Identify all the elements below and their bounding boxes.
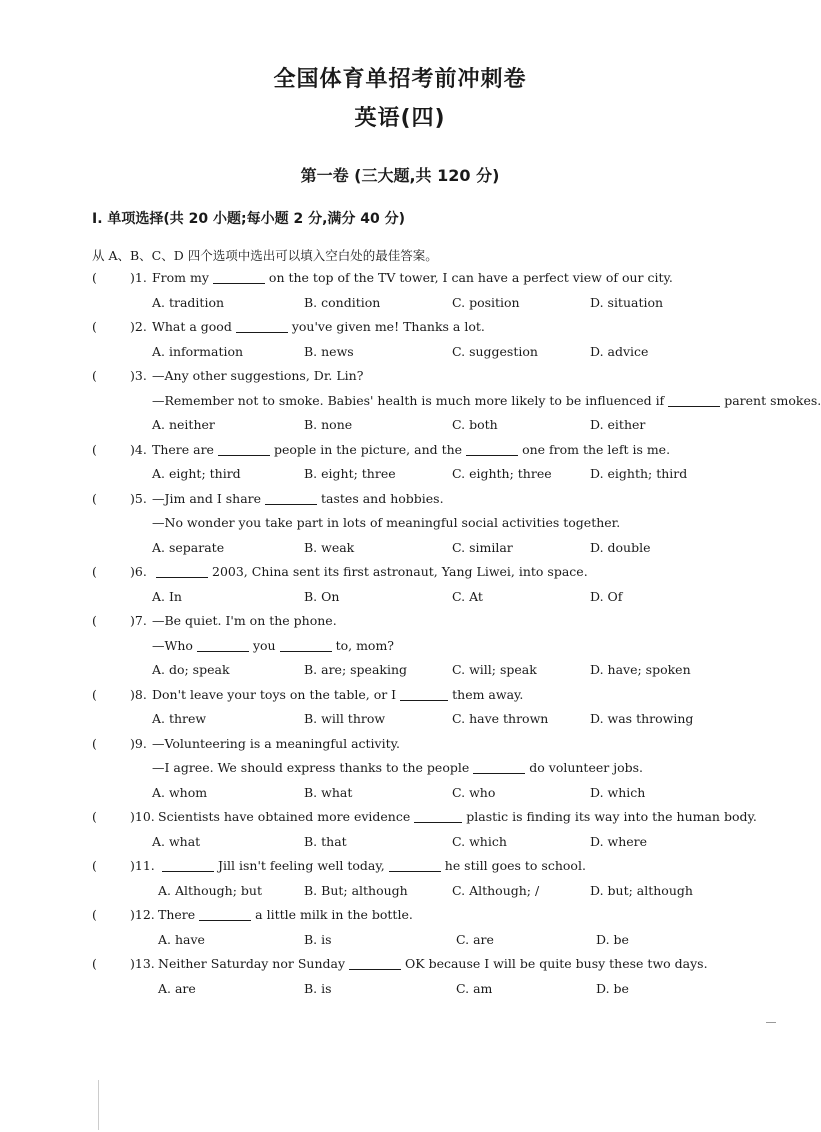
- dialogue-line: —Be quiet. I'm on the phone.: [152, 613, 337, 628]
- question-stem: 2003, China sent its first astronaut, Yang Liwei, into space.: [152, 560, 588, 585]
- answer-bracket[interactable]: (: [92, 858, 97, 873]
- option-c[interactable]: C. Although; /: [452, 882, 540, 898]
- options-row: [0, 707, 800, 732]
- question-number: )1.: [130, 270, 147, 285]
- option-b[interactable]: B. will throw: [304, 711, 386, 726]
- answer-bracket[interactable]: (: [92, 907, 97, 922]
- question-12: [0, 903, 800, 952]
- question-stem-line: [0, 609, 800, 634]
- options-row: [0, 830, 800, 855]
- section-title: Ⅰ. 单项选择(共 20 小题;每小题 2 分,满分 40 分): [92, 211, 406, 227]
- question-7: [0, 609, 800, 683]
- options-row: [0, 462, 800, 487]
- question-stem: Don't leave your toys on the table, or I them away.: [152, 686, 524, 702]
- question-number: )12.: [130, 907, 155, 922]
- option-a[interactable]: A. have: [158, 931, 205, 947]
- question-stem-line: [0, 315, 800, 340]
- options-row: [0, 585, 800, 610]
- question-stem: Scientists have obtained more evidence plastic is finding its way into the human body.: [158, 809, 757, 824]
- question-11: [0, 854, 800, 903]
- question-stem: —Who you to, mom?: [152, 637, 395, 653]
- answer-bracket[interactable]: (: [92, 956, 97, 971]
- answer-blank[interactable]: [218, 441, 270, 456]
- option-d[interactable]: D. but; although: [590, 882, 693, 898]
- options-row: [0, 536, 800, 561]
- option-d[interactable]: D. be: [596, 980, 629, 996]
- option-c[interactable]: C. am: [456, 980, 493, 996]
- question-stem: There are people in the picture, and the one from the left is me.: [152, 441, 671, 457]
- option-a[interactable]: A. what: [152, 833, 201, 849]
- option-c[interactable]: C. are: [456, 931, 494, 947]
- option-c[interactable]: C. position: [452, 294, 520, 310]
- question-4: [0, 438, 800, 487]
- question-13: [0, 952, 800, 1001]
- volume-heading: 第一卷 (三大题,共 120 分): [300, 166, 500, 185]
- option-c[interactable]: C. suggestion: [452, 343, 538, 359]
- answer-blank[interactable]: [400, 686, 448, 701]
- question-9: [0, 732, 800, 806]
- option-b[interactable]: B. is: [304, 980, 332, 996]
- option-b[interactable]: B. weak: [304, 539, 355, 555]
- option-d[interactable]: D. eighth; third: [590, 466, 688, 481]
- option-a[interactable]: A. eight; third: [152, 466, 241, 481]
- option-d[interactable]: D. which: [590, 784, 646, 800]
- options-row: [0, 291, 800, 316]
- answer-blank[interactable]: [156, 563, 208, 578]
- dialogue-line: —Any other suggestions, Dr. Lin?: [152, 368, 364, 383]
- question-stem: What a good you've given me! Thanks a lot.: [152, 319, 485, 334]
- option-c[interactable]: C. will; speak: [452, 662, 537, 677]
- answer-blank[interactable]: [199, 906, 251, 921]
- question-stem-line: [0, 438, 800, 463]
- option-a[interactable]: A. threw: [152, 711, 207, 726]
- option-d[interactable]: D. was throwing: [590, 711, 694, 726]
- question-stem-line: [0, 511, 800, 536]
- question-stem-line: [0, 903, 800, 928]
- question-stem-line: [0, 732, 800, 757]
- question-stem: Jill isn't feeling well today, he still goes to school.: [158, 854, 586, 879]
- answer-blank[interactable]: [349, 955, 401, 970]
- option-a[interactable]: A. separate: [152, 539, 225, 555]
- option-d[interactable]: D. Of: [590, 588, 623, 604]
- option-d[interactable]: D. advice: [590, 343, 649, 359]
- option-d[interactable]: D. situation: [590, 294, 664, 310]
- option-d[interactable]: D. be: [596, 931, 629, 947]
- question-10: [0, 805, 800, 854]
- answer-blank[interactable]: [280, 637, 332, 652]
- question-number: )3.: [130, 368, 147, 383]
- option-b[interactable]: B. none: [304, 417, 353, 432]
- answer-blank[interactable]: [473, 759, 525, 774]
- option-d[interactable]: D. double: [590, 539, 651, 555]
- option-a[interactable]: A. do; speak: [152, 662, 230, 677]
- option-d[interactable]: D. either: [590, 417, 646, 432]
- question-2: [0, 315, 800, 364]
- option-b[interactable]: B. news: [304, 343, 354, 359]
- question-stem: —I agree. We should express thanks to the people do volunteer jobs.: [152, 760, 643, 775]
- answer-bracket[interactable]: (: [92, 686, 97, 702]
- options-row: [0, 781, 800, 806]
- dialogue-line: —No wonder you take part in lots of meaningful social activities together.: [152, 515, 621, 530]
- question-number: )11.: [130, 858, 155, 873]
- answer-bracket[interactable]: (: [92, 613, 97, 628]
- question-stem-line: [0, 560, 800, 585]
- question-number: )5.: [130, 490, 147, 506]
- options-row: [0, 977, 800, 1002]
- option-c[interactable]: C. have thrown: [452, 711, 549, 726]
- answer-blank[interactable]: [213, 269, 265, 284]
- question-list: [0, 266, 821, 1001]
- option-d[interactable]: D. have; spoken: [590, 662, 691, 677]
- option-d[interactable]: D. where: [590, 833, 648, 849]
- question-stem-line: [0, 487, 800, 512]
- question-stem: Neither Saturday nor Sunday OK because I will be quite busy these two days.: [158, 956, 708, 971]
- answer-blank[interactable]: [668, 392, 720, 407]
- question-number: )9.: [130, 735, 147, 751]
- option-a[interactable]: A. Although; but: [158, 882, 262, 898]
- answer-blank[interactable]: [389, 857, 441, 872]
- option-a[interactable]: A. are: [158, 980, 196, 996]
- question-stem-line: [0, 756, 800, 781]
- option-a[interactable]: A. neither: [152, 417, 215, 432]
- options-row: [0, 879, 800, 904]
- option-b[interactable]: B. But; although: [304, 882, 408, 898]
- options-row: [0, 340, 800, 365]
- question-stem: —Jim and I share tastes and hobbies.: [152, 490, 444, 506]
- answer-blank[interactable]: [466, 441, 518, 456]
- question-5: [0, 487, 800, 561]
- options-row: [0, 658, 800, 683]
- section-instruction: 从 A、B、C、D 四个选项中选出可以填入空白处的最佳答案。: [92, 248, 438, 263]
- dialogue-line: —Volunteering is a meaningful activity.: [152, 735, 401, 751]
- question-3: [0, 364, 821, 438]
- question-number: )4.: [130, 441, 147, 457]
- answer-bracket[interactable]: (: [92, 368, 97, 383]
- question-stem: There a little milk in the bottle.: [158, 907, 413, 922]
- question-number: )8.: [130, 686, 147, 702]
- answer-bracket[interactable]: (: [92, 564, 97, 579]
- option-b[interactable]: B. that: [304, 833, 347, 849]
- option-c[interactable]: C. eighth; three: [452, 466, 552, 481]
- question-stem: From my on the top of the TV tower, I can have a perfect view of our city.: [152, 270, 673, 285]
- question-stem-line: [0, 683, 800, 708]
- option-c[interactable]: C. which: [452, 833, 507, 849]
- question-number: )2.: [130, 319, 147, 334]
- answer-bracket[interactable]: (: [92, 735, 97, 751]
- answer-bracket[interactable]: (: [92, 490, 97, 506]
- answer-blank[interactable]: [414, 808, 462, 823]
- question-number: )10.: [130, 809, 155, 824]
- option-a[interactable]: A. information: [152, 343, 244, 359]
- option-a[interactable]: A. whom: [152, 784, 208, 800]
- answer-bracket[interactable]: (: [92, 809, 97, 824]
- question-1: [0, 266, 800, 315]
- option-b[interactable]: B. condition: [304, 294, 381, 310]
- answer-blank[interactable]: [162, 857, 214, 872]
- answer-bracket[interactable]: (: [92, 319, 97, 334]
- option-a[interactable]: A. tradition: [152, 294, 225, 310]
- option-c[interactable]: C. who: [452, 784, 496, 800]
- option-c[interactable]: C. similar: [452, 539, 513, 555]
- option-c[interactable]: C. both: [452, 417, 498, 432]
- question-stem-line: [0, 266, 800, 291]
- question-stem-line: [0, 805, 800, 830]
- option-b[interactable]: B. are; speaking: [304, 662, 408, 677]
- question-number: )13.: [130, 956, 155, 971]
- question-number: )7.: [130, 613, 147, 628]
- answer-blank[interactable]: [236, 318, 288, 333]
- question-number: )6.: [130, 564, 147, 579]
- question-6: [0, 560, 800, 609]
- margin-tick-mark: [766, 1022, 776, 1023]
- option-b[interactable]: B. eight; three: [304, 466, 396, 481]
- question-stem-line: [0, 952, 800, 977]
- option-b[interactable]: B. On: [304, 588, 340, 604]
- option-b[interactable]: B. is: [304, 931, 332, 947]
- exam-title: 全国体育单招考前冲刺卷: [273, 67, 527, 92]
- answer-blank[interactable]: [265, 490, 317, 505]
- options-row: [0, 413, 800, 438]
- option-a[interactable]: A. In: [152, 588, 182, 604]
- question-stem-line: [0, 364, 800, 389]
- answer-bracket[interactable]: (: [92, 270, 97, 285]
- option-c[interactable]: C. At: [452, 588, 483, 604]
- question-stem-line: [0, 389, 821, 414]
- answer-blank[interactable]: [197, 637, 249, 652]
- question-8: [0, 683, 800, 732]
- option-b[interactable]: B. what: [304, 784, 353, 800]
- exam-subtitle: 英语(四): [354, 106, 446, 131]
- answer-bracket[interactable]: (: [92, 441, 97, 457]
- options-row: [0, 928, 800, 953]
- question-stem: —Remember not to smoke. Babies' health is much more likely to be influenced if parent smokes.: [152, 392, 821, 408]
- scan-edge-mark: [98, 1080, 99, 1130]
- question-stem-line: [0, 854, 800, 879]
- question-stem-line: [0, 634, 800, 659]
